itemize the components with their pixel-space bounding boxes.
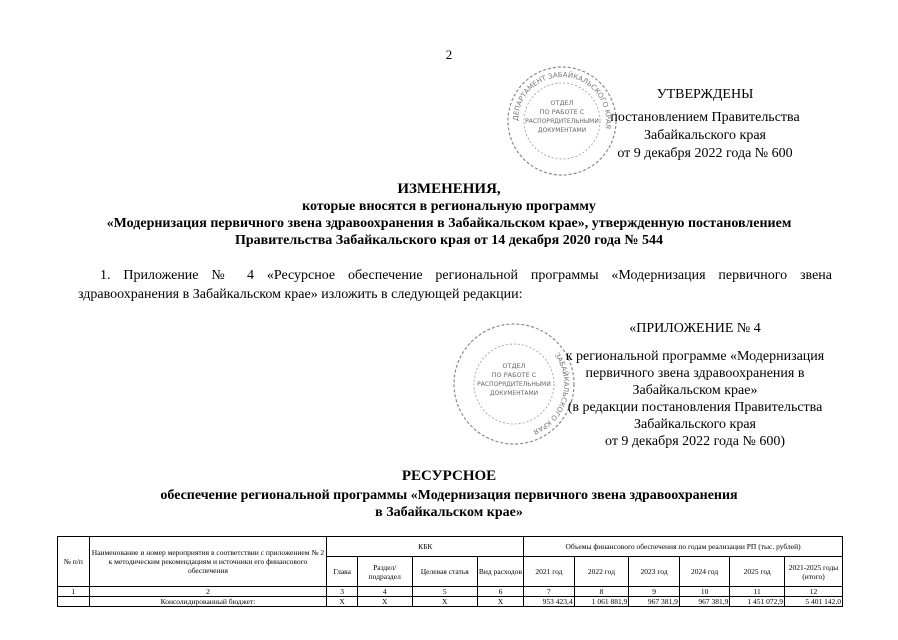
subheader-section: Раздел/подраздел — [357, 557, 412, 587]
resource-title: РЕСУРСНОЕ — [401, 468, 497, 484]
col-num-4: 4 — [357, 587, 412, 597]
resource-line-1: обеспечение региональной программы «Модернизация первичного звена здравоохранения — [160, 488, 738, 503]
cell-2022: 1 061 881,9 — [574, 597, 629, 607]
heading-title: ИЗМЕНЕНИЯ, — [397, 181, 501, 197]
paragraph-1: 1. Приложение № 4 «Ресурсное обеспечение региональной программы «Модернизация первичного звена здравоохранения в Забайкальском крае» изложить в следующей редакции: — [78, 268, 832, 302]
stamp-lower-line-3: РАСПОРЯДИТЕЛЬНЫМИ — [477, 381, 551, 388]
subheader-expense-type: Вид расходов — [477, 557, 523, 587]
subheader-total: 2021-2025 годы (итого) — [785, 557, 843, 587]
stamp-upper-line-4: ДОКУМЕНТАМИ — [537, 127, 587, 134]
resource-table — [57, 536, 843, 607]
subheader-2023: 2023 год — [629, 557, 680, 587]
appendix-line-3: Забайкальском крае» — [632, 383, 758, 398]
col-num-7: 7 — [524, 587, 575, 597]
col-num-6: 6 — [477, 587, 523, 597]
approval-line-3: от 9 декабря 2022 года № 600 — [617, 146, 793, 161]
col-num-10: 10 — [679, 587, 730, 597]
approval-title: УТВЕРЖДЕНЫ — [656, 87, 754, 102]
heading-line-1: которые вносятся в региональную программу — [302, 199, 596, 214]
cell-total: 5 401 142,0 — [785, 597, 843, 607]
cell-num — [58, 597, 90, 607]
resource-line-2: в Забайкальском крае» — [375, 505, 523, 520]
cell-name: Консолидированный бюджет: — [89, 597, 327, 607]
col-num-1: 1 — [58, 587, 90, 597]
cell-2021: 953 423,4 — [524, 597, 575, 607]
appendix-line-6: от 9 декабря 2022 года № 600) — [605, 434, 785, 449]
subheader-target: Целевая статья — [412, 557, 477, 587]
document-heading — [60, 181, 838, 249]
header-funding: Объемы финансового обеспечения по годам реализации РП (тыс. рублей) — [524, 537, 843, 557]
table-row — [58, 597, 843, 607]
appendix-line-4: (в редакции постановления Правительства — [567, 400, 823, 415]
header-name: Наименование и номер мероприятия в соответствии с приложением № 2 к методическим рекомендациям и источники его финансового обеспечения — [89, 537, 327, 587]
stamp-upper-line-3: РАСПОРЯДИТЕЛЬНЫМИ — [525, 118, 599, 125]
page-number: 2 — [445, 47, 453, 62]
approval-line-2: Забайкальского края — [643, 128, 766, 143]
heading-line-3: Правительства Забайкальского края от 14 декабря 2020 года № 544 — [235, 233, 663, 248]
stamp-upper-ring-text: ДЕПАРТАМЕНТ ЗАБАЙКАЛЬСКОГО КРАЯ — [511, 70, 613, 130]
cell-2024: 967 381,9 — [679, 597, 730, 607]
resource-heading — [60, 468, 838, 521]
appendix-line-1: к региональной программе «Модернизация — [565, 349, 825, 364]
cell-chapter: X — [327, 597, 358, 607]
col-num-5: 5 — [412, 587, 477, 597]
stamp-upper-line-1: ОТДЕЛ — [550, 99, 574, 107]
col-num-11: 11 — [730, 587, 785, 597]
stamp-upper-line-2: ПО РАБОТЕ С — [539, 108, 585, 116]
header-kbk: КБК — [327, 537, 524, 557]
subheader-chapter: Глава — [327, 557, 358, 587]
cell-expense-type: X — [477, 597, 523, 607]
subheader-2025: 2025 год — [730, 557, 785, 587]
subheader-2024: 2024 год — [679, 557, 730, 587]
appendix-title: «ПРИЛОЖЕНИЕ № 4 — [629, 321, 761, 336]
appendix-line-2: первичного звена здравоохранения в — [585, 366, 805, 381]
column-number-row — [58, 587, 843, 597]
col-num-8: 8 — [574, 587, 629, 597]
cell-2025: 1 451 072,9 — [730, 597, 785, 607]
stamp-lower-line-2: ПО РАБОТЕ С — [491, 371, 537, 379]
approval-line-1: постановлением Правительства — [610, 110, 800, 125]
stamp-lower-line-1: ОТДЕЛ — [502, 362, 526, 370]
subheader-2022: 2022 год — [574, 557, 629, 587]
col-num-2: 2 — [89, 587, 327, 597]
header-num: № п/п — [58, 537, 90, 587]
appendix-line-5: Забайкальского края — [633, 417, 756, 432]
heading-line-2: «Модернизация первичного звена здравоохранения в Забайкальском крае», утвержденную постановлением — [106, 216, 792, 231]
cell-section: X — [357, 597, 412, 607]
approval-block — [580, 86, 830, 163]
stamp-lower-ring-text: ЗАБАЙКАЛЬСКОГО КРАЯ — [532, 351, 571, 436]
col-num-9: 9 — [629, 587, 680, 597]
col-num-3: 3 — [327, 587, 358, 597]
col-num-12: 12 — [785, 587, 843, 597]
cell-2023: 967 381,9 — [629, 597, 680, 607]
cell-target: X — [412, 597, 477, 607]
stamp-lower-line-4: ДОКУМЕНТАМИ — [489, 390, 539, 397]
appendix-block — [545, 320, 845, 450]
subheader-2021: 2021 год — [524, 557, 575, 587]
